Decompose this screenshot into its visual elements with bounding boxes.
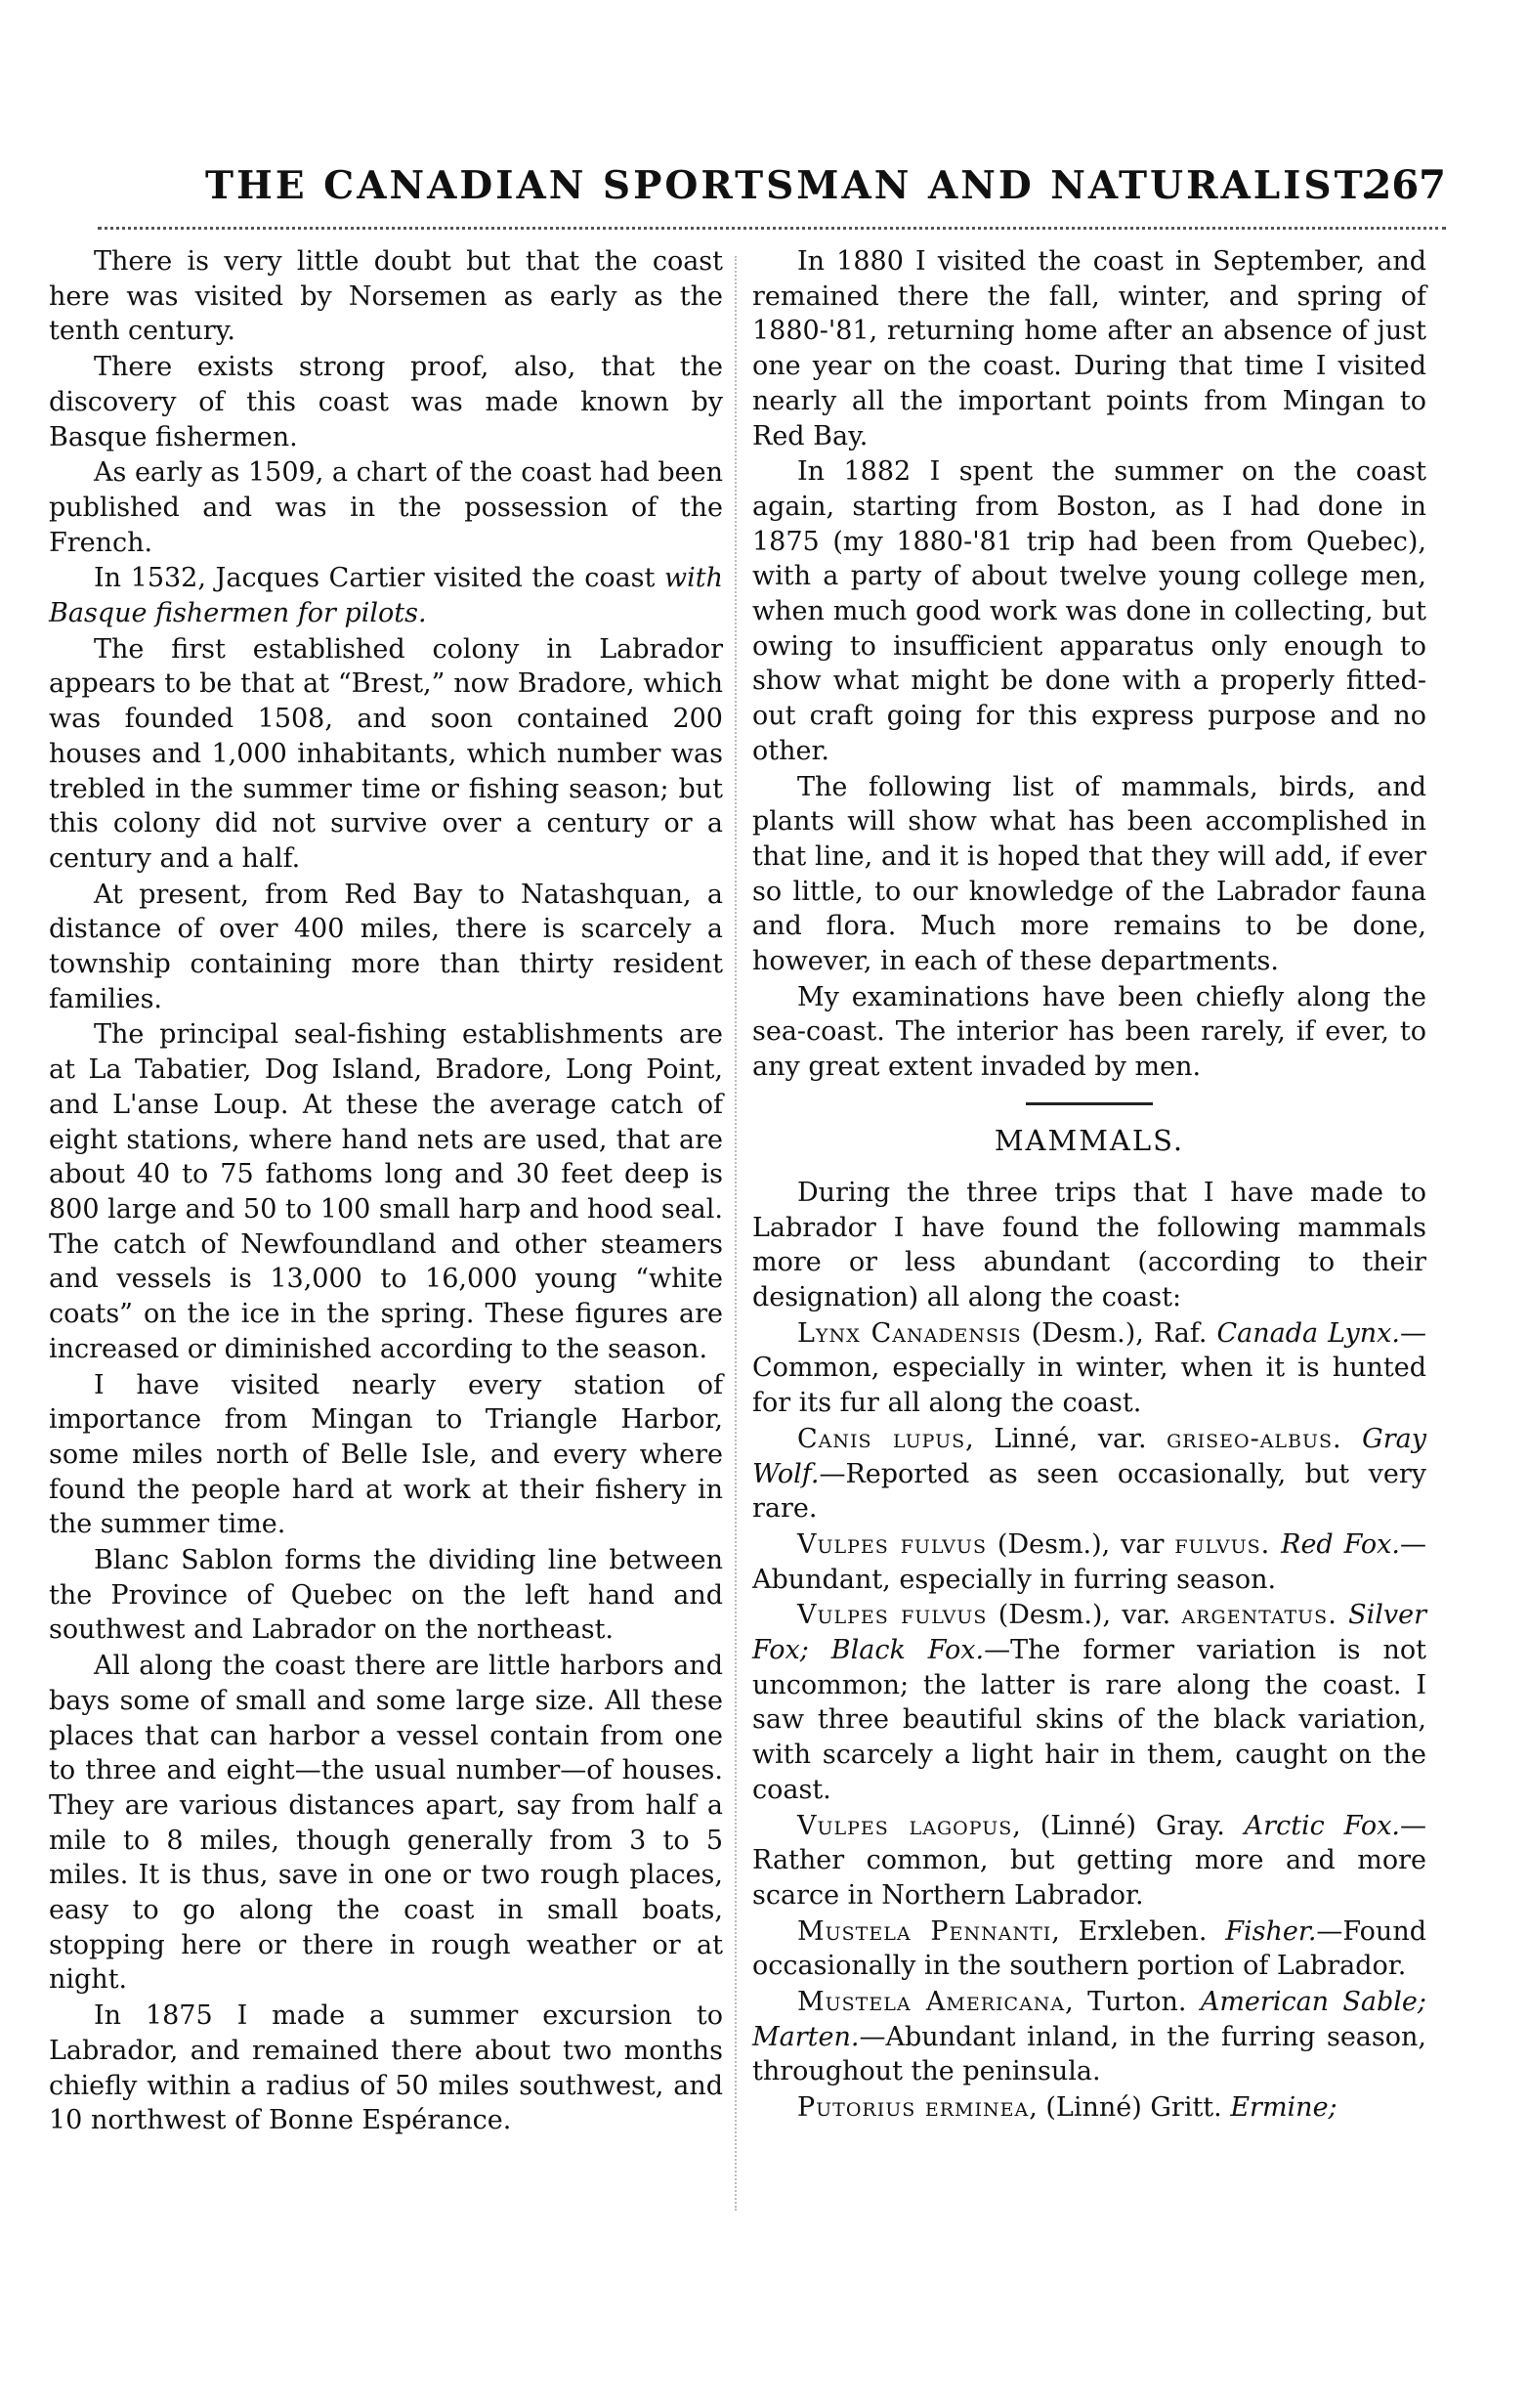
species-entry <box>752 1422 1426 1526</box>
species-name: Lynx Canadensis <box>797 1317 1022 1349</box>
paragraph: During the three trips that I have made to Labrador I have found the following mammals more or less abundant (according to their designation) all along the coast: <box>752 1177 1426 1312</box>
species-name: Mustela Americana <box>797 1987 1066 2018</box>
common-name: Gray Wolf. <box>752 1423 1426 1489</box>
species-entry <box>752 1809 1426 1914</box>
running-title: THE CANADIAN SPORTSMAN AND NATURALIST. <box>205 163 1378 208</box>
species-authority: (Desm.), var. <box>997 1600 1171 1631</box>
species-authority: (Desm.), var <box>997 1528 1165 1560</box>
paragraph: As early as 1509, a chart of the coast had been published and was in the possession of the French. <box>49 457 723 558</box>
species-authority: (Desm.), Raf. <box>1031 1317 1208 1349</box>
common-name: American Sable; Marten. <box>752 1987 1426 2052</box>
species-name: Vulpes fulvus <box>797 1528 988 1560</box>
variety-name: argentatus. <box>1181 1600 1337 1631</box>
common-name: Red Fox. <box>1281 1528 1400 1560</box>
common-name: Arctic Fox. <box>1244 1810 1400 1841</box>
species-description: —Abundant, especially in furring season. <box>752 1528 1426 1595</box>
paragraph: At present, from Red Bay to Natashquan, a distance of over 400 miles, there is scarcely a township containing more than thirty resident families. <box>49 879 723 1014</box>
section-rule <box>1026 1102 1153 1105</box>
paragraph: The first established colony in Labrador appears to be that at “Brest,” now Bradore, which was founded 1508, and soon contained 200 houses and 1,000 inhabitants, which number was trebled in the summer time or fishing season; but this colony did not survive over a century or a century and a half. <box>49 633 723 874</box>
paragraph: All along the coast there are little harbors and bays some of small and some large size. All these places that can harbor a vessel contain from one to three and eight—the usual number—of houses. They are various distances apart, say from half a mile to 8 miles, though generally from 3 to 5 miles. It is thus, save in one or two rough places, easy to go along the coast in small boats, stopping here or there in rough weather or at night. <box>49 1651 723 1996</box>
paragraph: The principal seal-fishing establishments are at La Tabatier, Dog Island, Bradore, Long Point, and L'anse Loup. At these the average catch of eight stations, where hand nets are used, that are about 40 to 75 fathoms long and 30 feet deep is 800 large and 50 to 100 small harp and hood seal. The catch of Newfoundland and other steamers and vessels is 13,000 to 16,000 young “white coats” on the ice in the spring. These figures are increased or diminished according to the season. <box>49 1019 723 1364</box>
species-entry <box>752 1527 1426 1597</box>
paragraph: In 1875 I made a summer excursion to Labrador, and remained there about two months chiefly within a radius of 50 miles southwest, and 10 northwest of Bonne Espérance. <box>49 2000 723 2136</box>
paragraph: In 1882 I spent the summer on the coast again, starting from Boston, as I had done in 1875 (my 1880-'81 trip had been from Quebec), with a party of about twelve young college men, when much good work was done in collecting, but owing to insufficient apparatus only enough to show what might be done with a properly fitted-out craft going for this express purpose and no other. <box>752 456 1426 766</box>
right-column <box>752 244 1426 2127</box>
header-rule <box>98 227 1446 230</box>
paragraph: My examinations have been chiefly along the sea-coast. The interior has been rarely, if ever, to any great extent invaded by men. <box>752 981 1426 1083</box>
species-authority: , Turton. <box>1065 1987 1187 2018</box>
species-name: Vulpes fulvus <box>797 1600 988 1631</box>
page-number: 267 <box>1364 162 1446 208</box>
species-entry <box>752 1914 1426 1984</box>
species-authority: , (Linné) Gritt. <box>1029 2092 1222 2124</box>
paragraph: I have visited nearly every station of importance from Mingan to Triangle Harbor, some miles north of Belle Isle, and every where found the people hard at work at their fishery in the summer time. <box>49 1369 723 1540</box>
species-entry <box>752 1598 1426 1807</box>
species-name: Canis lupus <box>797 1423 966 1454</box>
species-name: Vulpes lagopus <box>797 1810 1013 1841</box>
common-name: Silver Fox; Black Fox. <box>752 1600 1426 1666</box>
species-name: Mustela Pennanti <box>797 1915 1052 1947</box>
italic-phrase: with Basque fishermen for pilots. <box>49 563 723 629</box>
left-column <box>49 244 723 2139</box>
section-heading: MAMMALS. <box>994 1123 1185 1157</box>
paragraph-text: In 1532, Jacques Cartier visited the coast <box>94 563 656 594</box>
paragraph: There is very little doubt but that the coast here was visited by Norsemen as early as the tenth century. <box>49 246 723 347</box>
paragraph: There exists strong proof, also, that the discovery of this coast was made known by Basque fishermen. <box>49 352 723 452</box>
species-name: Putorius erminea <box>797 2092 1030 2124</box>
species-description: —Common, especially in winter, when it is hunted for its fur all along the coast. <box>752 1317 1426 1419</box>
species-entry <box>752 2090 1426 2126</box>
paragraph: Blanc Sablon forms the dividing line between the Province of Quebec on the left hand and southwest and Labrador on the northeast. <box>49 1545 723 1646</box>
common-name: Fisher. <box>1225 1915 1317 1947</box>
common-name: Ermine; <box>1230 2092 1337 2124</box>
common-name: Canada Lynx. <box>1216 1317 1400 1349</box>
species-description: —Abundant inland, in the furring season, throughout the peninsula. <box>752 2021 1426 2087</box>
paragraph <box>49 561 723 630</box>
species-entry <box>752 1316 1426 1421</box>
species-entry <box>752 1985 1426 2089</box>
species-description: —The former variation is not uncommon; the latter is rare along the coast. I saw three beautiful skins of the black variation, with scarcely a light hair in them, caught on the coast. <box>752 1635 1426 1805</box>
species-description: —Rather common, but getting more and more scarce in Northern Labrador. <box>752 1810 1426 1911</box>
species-authority: , (Linné) Gray. <box>1012 1810 1225 1841</box>
paragraph: In 1880 I visited the coast in September, and remained there the fall, winter, and spring of 1880-'81, returning home after an absence of just one year on the coast. During that time I visited nearly all the important points from Mingan to Red Bay. <box>752 246 1426 452</box>
species-description: —Found occasionally in the southern portion of Labrador. <box>752 1915 1426 1982</box>
column-divider <box>735 256 737 2211</box>
species-authority: , Linné, var. <box>965 1423 1147 1454</box>
variety-name: griseo-albus. <box>1167 1423 1342 1454</box>
page-header <box>98 156 1446 215</box>
species-description: —Reported as seen occasionally, but very rare. <box>752 1458 1426 1525</box>
species-authority: , Erxleben. <box>1051 1915 1208 1947</box>
paragraph: The following list of mammals, birds, and plants will show what has been accomplished in that line, and it is hoped that they will add, if ever so little, to our knowledge of the Labrador fauna and flora. Much more remains to be done, however, in each of these departments. <box>752 771 1426 977</box>
variety-name: fulvus. <box>1174 1528 1271 1560</box>
